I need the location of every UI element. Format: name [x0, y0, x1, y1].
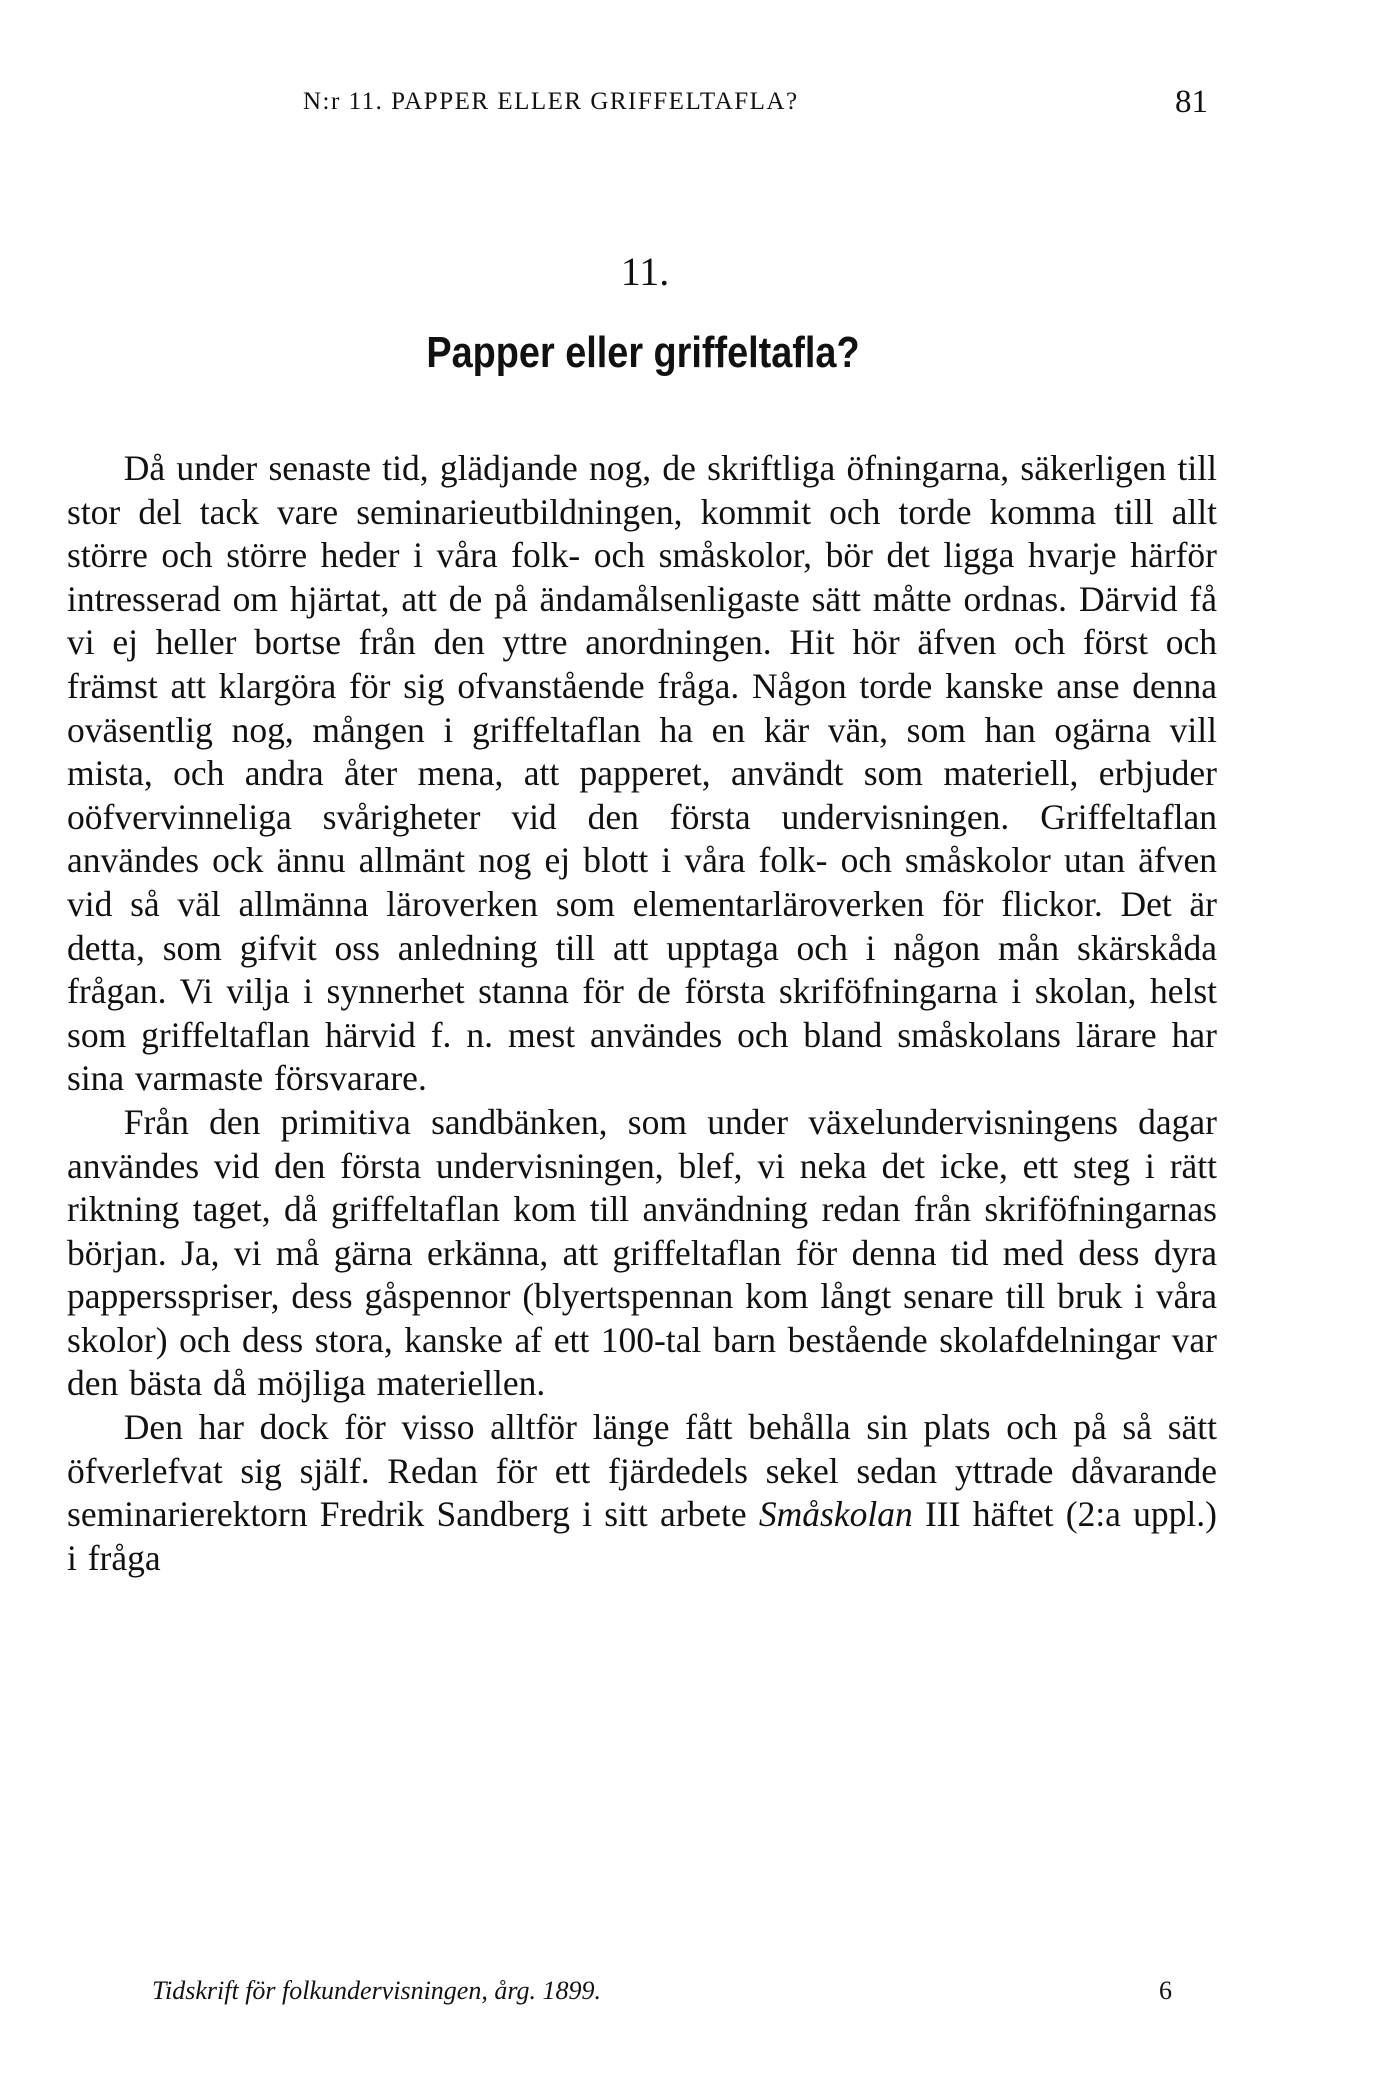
footer-journal-line: Tidskrift för folkundervisningen, årg. 1899.: [152, 1976, 601, 2005]
chapter-title: Papper eller griffeltafla?: [426, 328, 860, 377]
chapter-number: 11.: [620, 249, 670, 294]
footer: [152, 1976, 1172, 2012]
page-number: 81: [1175, 84, 1208, 120]
running-head-title: N:r 11. PAPPER ELLER GRIFFELTAFLA?: [303, 88, 799, 115]
paragraph-1: Då under senaste tid, glädjande nog, de skriftliga öfningarna, säkerligen till stor del tack vare seminarieutbildningen, kommit och torde komma till allt större och större heder i våra folk- och småskolor, bör det ligga hvarje härför intresserad om hjärtat, att de på ändamålsenligaste sätt måtte ordnas. Därvid få vi ej heller bortse från den yttre anordningen. Hit hör äfven och först och främst att klargöra för sig ofvanstående fråga. Någon torde kanske anse denna oväsentlig nog, mången i griffeltaflan ha en kär vän, som han ogärna vill mista, och andra åter mena, att papperet, användt som materiell, erbjuder oöfvervinneliga svårigheter vid den första undervisningen. Griffeltaflan användes ock ännu allmänt nog ej blott i våra folk- och småskolor utan äfven vid så väl allmänna läroverken som elementarläroverken för flickor. Det är detta, som gifvit oss anledning till att upptaga och i någon mån skärskåda frågan. Vi vilja i synnerhet stanna för de första skriföfningarna i skolan, helst som griffeltaflan härvid f. n. mest användes och bland småskolans lärare har sina varmaste försvarare.: [67, 448, 1217, 1099]
paragraph-3: [67, 1406, 1217, 1580]
body-text: [67, 447, 1217, 1580]
paragraph-2: Från den primitiva sandbänken, som under växelundervisningens dagar användes vid den första undervisningen, blef, vi neka det icke, ett steg i rätt riktning taget, då griffeltaflan kom till användning redan från skriföfningarnas början. Ja, vi må gärna erkänna, att griffeltaflan för denna tid med dess dyra pappersspriser, dess gåspennor (blyertspennan kom långt senare till bruk i våra skolor) och dess stora, kanske af ett 100-tal barn bestående skolafdelningar var den bästa då möjliga materiellen.: [67, 1101, 1217, 1404]
paragraph-3-continuation: III häftet (2:a uppl.) i fråga: [67, 1494, 1217, 1578]
book-title-reference: Småskolan: [758, 1494, 913, 1535]
paragraph-3-text: Den har dock för visso alltför länge fått behålla sin plats och på så sätt öfverlefvat sig själf. Redan för ett fjärdedels sekel sedan yttrade dåvarande seminarierektorn Fredrik Sandberg i sitt arbete: [67, 1407, 1217, 1535]
running-head: [303, 84, 1208, 128]
footer-signature-mark: 6: [1159, 1976, 1172, 2005]
